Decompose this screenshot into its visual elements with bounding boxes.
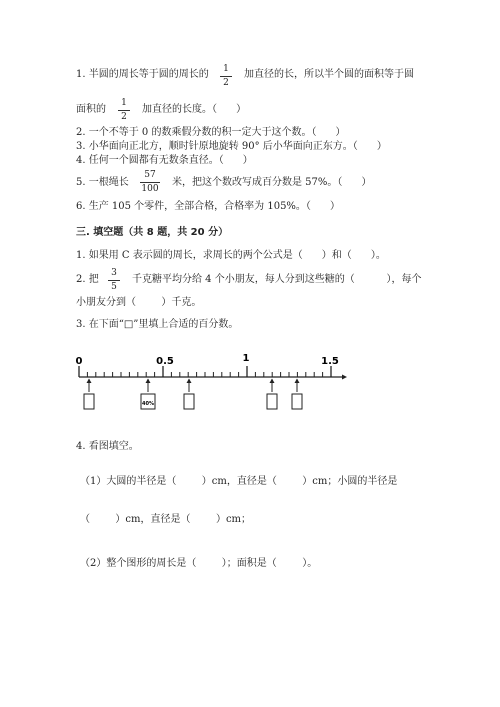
question-text: 4. 任何一个圆都有无数条直径。（ ） (76, 155, 253, 166)
fraction-denominator: 2 (223, 78, 229, 88)
number-line-arrowhead (342, 375, 347, 380)
question-3-2-line-1 (76, 273, 99, 287)
fraction-numerator: 3 (111, 268, 117, 278)
answer-box[interactable] (267, 394, 277, 409)
fraction-denominator: 100 (141, 184, 159, 194)
question-text: 小朋友分到（ ）千克。 (76, 297, 202, 308)
question-3-2-line-2 (76, 296, 201, 310)
number-line-figure (70, 348, 360, 418)
question-text: 2. 把 (76, 274, 99, 285)
question-text: 1. 半圆的周长等于圆的周长的 (76, 69, 209, 80)
question-3-4 (76, 440, 139, 454)
pointer-arrowhead (87, 379, 92, 384)
fraction-one-half (118, 98, 130, 123)
question-text: 2. 一个不等于 0 的数乘假分数的积一定大于这个数。（ ） (76, 127, 346, 138)
fraction-denominator: 5 (111, 282, 117, 292)
answer-box[interactable] (292, 394, 302, 409)
pointer-arrowhead (146, 379, 151, 384)
fraction-three-fifths (108, 268, 120, 293)
question-2-1-line-2 (76, 103, 106, 117)
question-2-1-line-2-cont (142, 103, 246, 117)
question-text: （2）整个图形的周长是（ ）；面积是（ ）。 (80, 558, 318, 569)
fraction-numerator: 1 (121, 98, 127, 108)
question-text: （1）大圆的半径是（ ）cm，直径是（ ）cm；小圆的半径是 (80, 476, 398, 487)
fraction-57-100 (140, 170, 160, 195)
question-text: 加直径的长，所以半个圆的面积等于圆 (244, 69, 414, 80)
question-3-4-part-2 (80, 557, 317, 571)
question-text: 3. 在下面“□”里填上合适的百分数。 (76, 319, 239, 330)
answer-box[interactable] (184, 394, 194, 409)
question-2-1-line-1-cont (244, 68, 414, 82)
question-text: 1. 如果用 C 表示圆的周长，求周长的两个公式是（ ）和（ ）。 (76, 250, 386, 261)
question-3-3 (76, 318, 238, 332)
fraction-numerator: 57 (144, 170, 156, 180)
question-text: 千克糖平均分给 4 个小朋友，每人分到这些糖的（ ），每个 (132, 274, 422, 285)
question-text: 米，把这个数改写成百分数是 57%。（ ） (172, 177, 372, 188)
fraction-bar (118, 110, 130, 111)
label-1: 1 (242, 353, 250, 364)
question-3-4-part-1-line-2 (80, 513, 251, 527)
label-1-5: 1.5 (321, 356, 339, 367)
question-2-5 (76, 176, 129, 190)
question-2-5-cont (172, 176, 371, 190)
question-3-2-line-1-cont (132, 273, 422, 287)
pointer-arrowhead (295, 379, 300, 384)
question-text: 3. 小华面向正北方，顺时针原地旋转 90° 后小华面向正东方。（ ） (76, 141, 387, 152)
fraction-denominator: 2 (121, 112, 127, 122)
question-text: 5. 一根绳长 (76, 177, 129, 188)
question-text: 6. 生产 105 个零件，全部合格，合格率为 105%。（ ） (76, 201, 341, 212)
question-3-4-part-1-line-1 (80, 475, 397, 489)
question-3-1 (76, 249, 386, 263)
question-text: （ ）cm，直径是（ ）cm； (80, 514, 252, 525)
question-text: 4. 看图填空。 (76, 441, 139, 452)
fraction-numerator: 1 (223, 64, 229, 74)
fraction-bar (108, 280, 120, 281)
question-2-3 (76, 140, 387, 154)
fraction-bar (220, 76, 232, 77)
section-heading-text: 三. 填空题（共 8 题，共 20 分） (76, 227, 229, 238)
pointer-arrowhead (187, 379, 192, 384)
label-0-5: 0.5 (156, 356, 174, 367)
question-text: 面积的 (76, 104, 106, 115)
fraction-one-half (220, 64, 232, 89)
question-text: 加直径的长度。（ ） (142, 104, 247, 115)
answer-box-value: 40% (142, 401, 154, 407)
question-2-6 (76, 200, 340, 214)
pointer-arrowhead (270, 379, 275, 384)
question-2-1-line-1 (76, 68, 209, 82)
answer-box[interactable] (84, 394, 94, 409)
label-0: 0 (75, 356, 83, 367)
section-3-heading (76, 226, 228, 240)
fraction-bar (140, 182, 160, 183)
question-2-2 (76, 126, 346, 140)
question-2-4 (76, 154, 253, 168)
